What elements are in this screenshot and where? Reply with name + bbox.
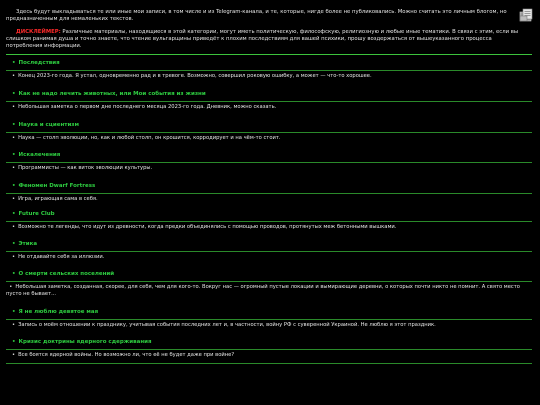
post-title[interactable]: • Future Club [12,211,55,217]
post-dwarf-fortress [12,183,532,202]
folder-document-icon[interactable] [519,8,533,22]
post-divider [6,363,532,364]
post-summary: • Программисты — как виток эволюции культуры. [12,165,153,171]
post-divider [6,281,532,282]
post-divider [6,319,532,320]
post-divider [6,101,532,102]
post-summary: • Небольшая заметка, созданная, скорее, для себя, чем для кого-то. Вокруг нас — огромный пустые локации и вымирающие деревни, о которых почти никто не помнит. А свято место пусто не бывает... [6,284,520,297]
post-divider [6,132,532,133]
post-divider [6,162,532,163]
post-title[interactable]: • Я не люблю девятое мая [12,309,99,315]
disclaimer-text: Различные материалы, находящиеся в этой категории, могут иметь политическую, философскую, религиозную и любые иные тематики. В связи с этим, если вы слишком ранимая душа и точно знаете, что чтение вульгарщины приведёт к плохим последствиям для вашей психики, прошу воздержаться от вышеуказанного процесса потребления информации. [6,29,519,49]
post-programmers [12,152,532,171]
post-summary: • Конец 2023-го года. Я устал, одновременно рад и в тревоге. Возможно, совершил роковую ошибку, а может — что-то хорошее. [12,73,372,79]
post-villages [6,271,532,297]
post-animals [12,91,532,110]
intro-text: Здесь будут выкладываться те или иные мои записи, в том числе и из Telegram-канала, и те, которые, нигде более не публиковались. Можно считать это личным блогом, но предназначенным для немаленьких текстов. [6,9,507,22]
post-title[interactable]: • Искалечения [12,152,61,158]
post-ethics [12,241,532,260]
post-title[interactable]: • Наука и сциентизм [12,122,79,128]
post-nuclear-deterrence [12,339,532,358]
post-science [12,122,532,141]
post-summary: • Наука — столп эволюции, но, как и любой столп, он крошится, корродирует и на чём-то стоит. [12,135,281,141]
disclaimer [6,29,526,50]
intro-block [6,9,526,50]
post-title[interactable]: • О смерти сельских поселений [12,271,115,277]
post-summary: • Небольшая заметка о первом дне последнего месяца 2023-го года. Дневник, можно сказать. [12,104,277,110]
post-divider [6,70,532,71]
post-divider [6,349,532,350]
post-summary: • Все боятся ядерной войны. Но возможно ли, что её не будет даже при войне? [12,352,235,358]
post-title[interactable]: • Кризис доктрины ядерного сдерживания [12,339,152,345]
post-ninth-may [12,309,532,328]
disclaimer-label: ДИСКЛЕЙМЕР: [16,29,61,35]
post-divider [6,221,532,222]
post-summary: • Возможно те легенды, что идут из древности, когда предки объединялись с помощью проводов, протянутых меж бетонными вышками. [12,224,397,230]
post-title[interactable]: • Этика [12,241,38,247]
post-title[interactable]: • Последствия [12,60,60,66]
post-divider [6,251,532,252]
post-title[interactable]: • Как не надо лечить животных, или Мои события из жизни [12,91,206,97]
header-divider [6,54,532,55]
post-summary: • Запись о моём отношении к празднику, учитывая события последних лет и, в частности, войну РФ с суверенной Украиной. Не люблю я этот праздник. [12,322,436,328]
post-divider [6,193,532,194]
post-summary: • Игра, играющая сама в себя. [12,196,98,202]
post-future-club [12,211,532,230]
post-poslediya [12,60,532,79]
post-summary: • Не отдавайте себя за иллюзии. [12,254,105,260]
post-title[interactable]: • Феномен Dwarf Fortress [12,183,96,189]
